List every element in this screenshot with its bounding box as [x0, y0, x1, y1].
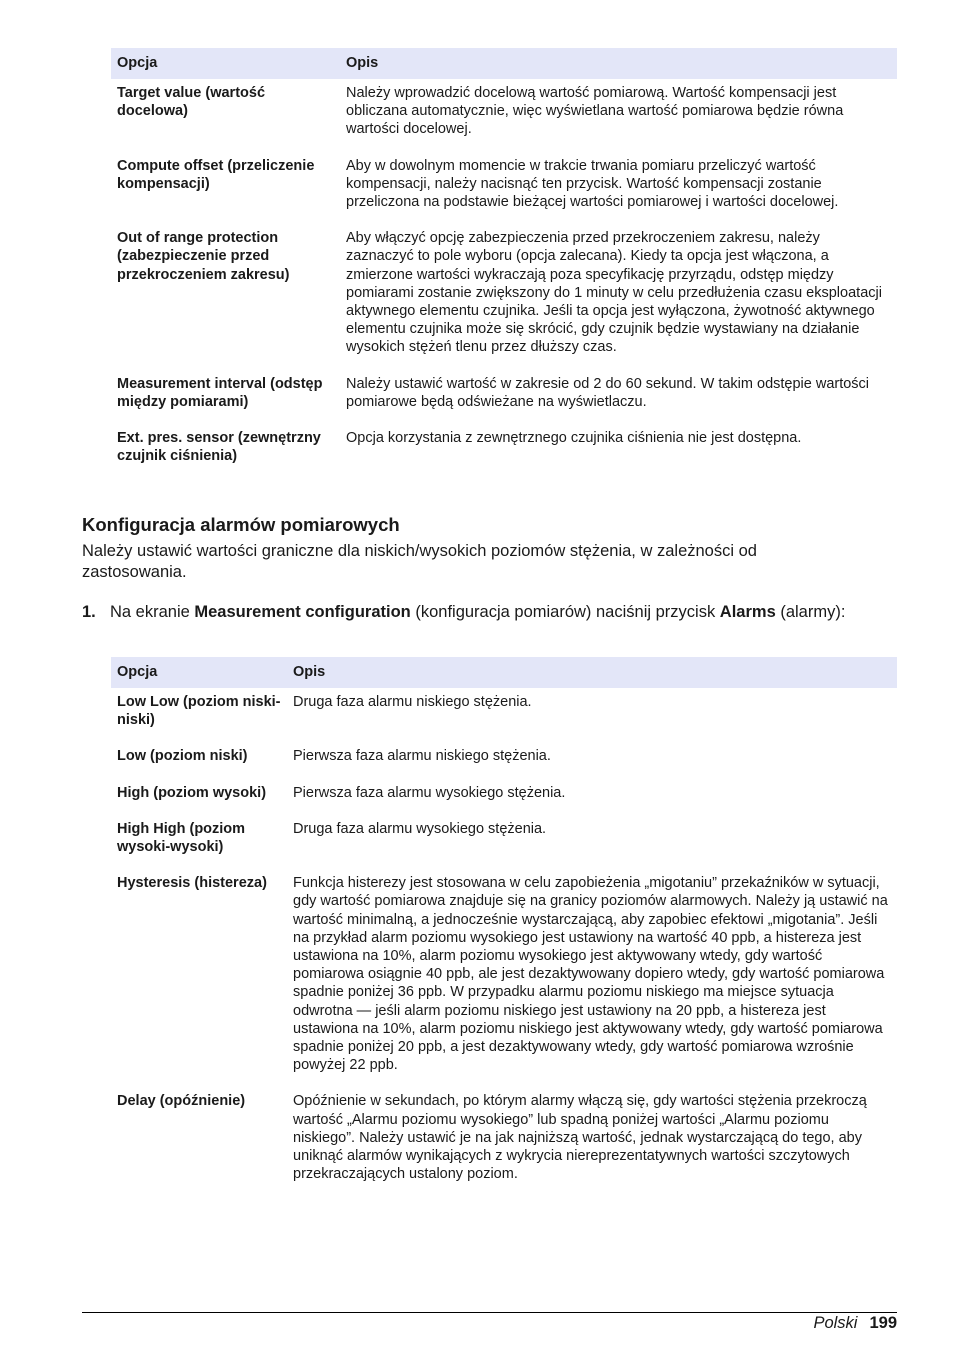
option-name: Target value (wartość docelowa) [117, 85, 266, 120]
option-name: Delay (opóźnienie) [117, 1093, 246, 1110]
section-intro: Należy ustawić wartości graniczne dla niskich/wysokich poziomów stężenia, w zależności od zastosowania. [82, 542, 757, 581]
table-row [111, 79, 897, 152]
option-name: Compute offset (przeliczenie kompensacji) [117, 157, 315, 192]
table-header-row [111, 48, 897, 79]
table-row [111, 370, 897, 424]
options-table-measurement [111, 48, 897, 478]
column-header-description: Opis [287, 657, 897, 688]
step-text-part: Na ekranie [110, 603, 195, 621]
option-name: Low (poziom niski) [117, 748, 248, 765]
table-row [111, 779, 897, 815]
option-description: Pierwsza faza alarmu wysokiego stężenia. [293, 784, 566, 801]
table-row [111, 869, 897, 1087]
option-description: Pierwsza faza alarmu niskiego stężenia. [293, 748, 551, 765]
table-row [111, 1087, 897, 1196]
option-name: Out of range protection (zabezpieczenie przed przekroczeniem zakresu) [117, 230, 290, 283]
option-description: Druga faza alarmu niskiego stężenia. [293, 694, 532, 710]
option-description: Opcja korzystania z zewnętrznego czujnika ciśnienia nie jest dostępna. [346, 430, 802, 447]
options-table-alarms [111, 657, 897, 1196]
option-name: Ext. pres. sensor (zewnętrzny czujnik ciśnienia) [117, 430, 321, 465]
column-header-option: Opcja [111, 657, 287, 688]
footer-divider [82, 1312, 897, 1313]
option-description: Opóźnienie w sekundach, po którym alarmy włączą się, gdy wartości stężenia przekroczą wartość „Alarmu poziomu wysokiego” lub spadną poniżej wartości „Alarmu poziomu niskiego”. Należy ustawić je na jak najniższą wartość, jednak wystarczającą do tego, aby uniknąć alarmów wynikających z wykrycia niereprezentatywnych wartości szczytowych przekraczających ustalony poziom. [293, 1093, 867, 1183]
button-name: Alarms [719, 603, 776, 621]
footer-language: Polski [813, 1314, 858, 1332]
option-description: Aby włączyć opcję zabezpieczenia przed przekroczeniem zakresu, należy zaznaczyć to pole wyboru (opcja zalecana). Kiedy ta opcja jest włączona, a zmierzone wartości wykraczają poza specyfikację przyrządu, odstęp między pomiarami zostanie zwiększony do 1 minuty w celu przedłużenia czasu eksploatacji aktywnego elementu czujnika. Jeśli ta opcja jest wyłączona, żywotność aktywnego elementu czujnika może się skrócić, gdy czujnik będzie wystawiany na działanie wysokich stężeń tlenu przez dłuższy czas. [346, 230, 882, 356]
step-text-part: (konfiguracja pomiarów) naciśnij przycisk [410, 603, 720, 621]
option-name: Hysteresis (histereza) [117, 875, 267, 892]
table-row [111, 152, 897, 225]
table-row [111, 424, 897, 478]
page-footer [813, 1313, 897, 1333]
table-header-row [111, 657, 897, 688]
table-row [111, 224, 897, 369]
screen-name: Measurement configuration [194, 603, 411, 621]
option-description: Aby w dowolnym momencie w trakcie trwania pomiaru przeliczyć wartość kompensacji, należy nacisnąć ten przycisk. Wartość kompensacji zostanie przeliczona na podstawie bieżącej wartości pomiarowej i wartości docelowej. [346, 157, 839, 211]
option-name: High High (poziom wysoki-wysoki) [117, 820, 246, 856]
option-description: Funkcja histerezy jest stosowana w celu zapobieżenia „migotaniu” przekaźników w sytuacji, gdy wartość pomiarowa znajduje się na granicy poziomów alarmowych. Należy ją ustawić na wartość minimalną, a jednocześnie wystarczającą, aby zapobiec efektowi „migotania”. Jeśli na przykład alarm poziomu wysokiego jest ustawiony na wartość 40 ppb, a histereza jest ustawiona na 10%, alarm poziomu wysokiego jest aktywowany wtedy, gdy wartość pomiarowa osiągnie 40 ppb, ale jest dezaktywowany dopiero wtedy, gdy wartość pomiarowa spadnie poniżej 36 ppb. W przypadku alarmu poziomu niskiego ma miejsce sytuacja odwrotna — jeśli alarm poziomu niskiego jest ustawiony na 20 ppb, a histereza jest ustawiona na 10%, alarm poziomu niskiego jest aktywowany wtedy, gdy wartość pomiarowa spadnie poniżej 20 ppb, a jest dezaktywowany wtedy, gdy wartość pomiarowa wzrośnie powyżej 22 ppb. [293, 875, 888, 1074]
table-row [111, 688, 897, 742]
section-heading: Konfiguracja alarmów pomiarowych [82, 514, 400, 535]
option-name: Measurement interval (odstęp między pomiarami) [117, 375, 323, 410]
option-description: Należy wprowadzić docelową wartość pomiarową. Wartość kompensacji jest obliczana automatycznie, więc wyświetlana wartość pomiarowa będzie równa wartości docelowej. [346, 85, 844, 138]
option-name: High (poziom wysoki) [117, 784, 267, 801]
option-description: Druga faza alarmu wysokiego stężenia. [293, 820, 547, 837]
option-description: Należy ustawić wartość w zakresie od 2 do 60 sekund. W takim odstępie wartości pomiarowe będą odświeżane na wyświetlaczu. [346, 375, 870, 410]
column-header-option: Opcja [111, 48, 340, 79]
step-text-part: (alarmy): [775, 603, 846, 621]
step-text [110, 602, 880, 623]
page-number: 199 [869, 1314, 897, 1332]
option-name: Low Low (poziom niski-niski) [117, 694, 281, 729]
column-header-description: Opis [340, 48, 897, 79]
table-row [111, 815, 897, 869]
step-number: 1. [82, 603, 96, 621]
table-row [111, 742, 897, 778]
